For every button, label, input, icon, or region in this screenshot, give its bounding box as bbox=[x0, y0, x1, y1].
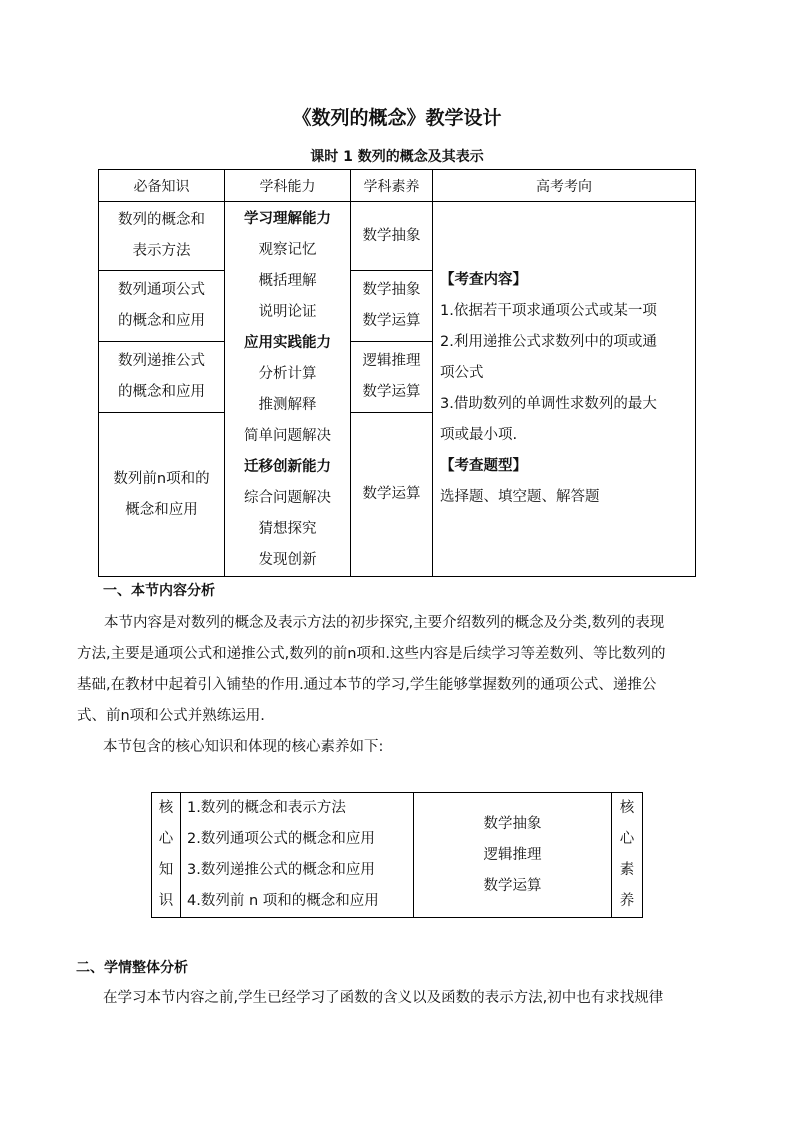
core-knowledge-label: 核 心 知 识 bbox=[152, 793, 181, 918]
section2-paragraph: 在学习本节内容之前,学生已经学习了函数的含义以及函数的表示方法,初中也有求找规律 bbox=[103, 990, 664, 1006]
knowledge-cell: 数列通项公式 的概念和应用 bbox=[99, 271, 225, 342]
core-table bbox=[151, 792, 643, 918]
ability-category: 应用实践能力 bbox=[244, 335, 331, 351]
exam-line: 1.依据若干项求通项公式或某一项 bbox=[440, 303, 657, 319]
literacy-cell: 逻辑推理 数学运算 bbox=[351, 342, 433, 413]
ability-item: 概括理解 bbox=[258, 273, 317, 289]
exam-line: 2.利用递推公式求数列中的项或通 bbox=[440, 334, 657, 350]
ability-item: 综合问题解决 bbox=[244, 490, 331, 506]
section1-heading: 一、本节内容分析 bbox=[103, 583, 215, 599]
document-title: 《数列的概念》教学设计 bbox=[292, 107, 502, 129]
core-knowledge-list bbox=[181, 793, 414, 918]
literacy-cell: 数学抽象 数学运算 bbox=[351, 271, 433, 342]
exam-cell bbox=[433, 202, 696, 577]
ability-category: 迁移创新能力 bbox=[244, 459, 331, 475]
ability-item: 推测解释 bbox=[258, 397, 317, 413]
exam-line: 项或最小项. bbox=[440, 427, 518, 443]
exam-content-heading: 【考查内容】 bbox=[440, 272, 527, 288]
exam-type-heading: 【考查题型】 bbox=[440, 458, 527, 474]
header-knowledge: 必备知识 bbox=[99, 170, 225, 202]
list-item: 1.数列的概念和表示方法 bbox=[187, 800, 346, 816]
header-ability: 学科能力 bbox=[225, 170, 351, 202]
exam-line: 项公式 bbox=[440, 365, 484, 381]
knowledge-cell: 数列递推公式 的概念和应用 bbox=[99, 342, 225, 413]
ability-list bbox=[225, 204, 350, 576]
ability-category: 学习理解能力 bbox=[244, 211, 331, 227]
ability-item: 分析计算 bbox=[258, 366, 317, 382]
list-item: 4.数列前 n 项和的概念和应用 bbox=[187, 893, 379, 909]
section1-paragraph: 本节内容是对数列的概念及表示方法的初步探究,主要介绍数列的概念及分类,数列的表现 方法,主要是通项公式和递推公式,数列的前n项和.这些内容是后续学习等差数列、等比数列的 基础,在教材中起着引入铺垫的作用.通过本节的学习,学生能够掌握数列的通项公式、递推公 式、前n项和公式并熟练运用. 本节包含的核心知识和体现的核心素养如下: bbox=[77, 615, 666, 755]
ability-item: 简单问题解决 bbox=[244, 428, 331, 444]
ability-item: 说明论证 bbox=[258, 304, 317, 320]
ability-item: 猜想探究 bbox=[258, 521, 317, 537]
literacy-cell: 数学运算 bbox=[351, 413, 433, 577]
knowledge-cell: 数列前n项和的 概念和应用 bbox=[99, 413, 225, 577]
ability-item: 发现创新 bbox=[258, 552, 317, 568]
knowledge-cell: 数列的概念和 表示方法 bbox=[99, 202, 225, 271]
list-item: 2.数列通项公式的概念和应用 bbox=[187, 831, 375, 847]
ability-item: 观察记忆 bbox=[258, 242, 317, 258]
ability-cell bbox=[225, 202, 351, 577]
section2-heading: 二、学情整体分析 bbox=[76, 960, 188, 976]
literacy-cell: 数学抽象 bbox=[351, 202, 433, 271]
list-item: 3.数列递推公式的概念和应用 bbox=[187, 862, 375, 878]
core-literacy-list: 数学抽象 逻辑推理 数学运算 bbox=[414, 793, 612, 918]
header-literacy: 学科素养 bbox=[351, 170, 433, 202]
overview-table bbox=[98, 169, 696, 577]
header-exam: 高考考向 bbox=[433, 170, 696, 202]
core-literacy-label: 核 心 素 养 bbox=[612, 793, 643, 918]
exam-line: 3.借助数列的单调性求数列的最大 bbox=[440, 396, 657, 412]
exam-type-line: 选择题、填空题、解答题 bbox=[440, 489, 600, 505]
document-subtitle: 课时 1 数列的概念及其表示 bbox=[310, 149, 484, 165]
